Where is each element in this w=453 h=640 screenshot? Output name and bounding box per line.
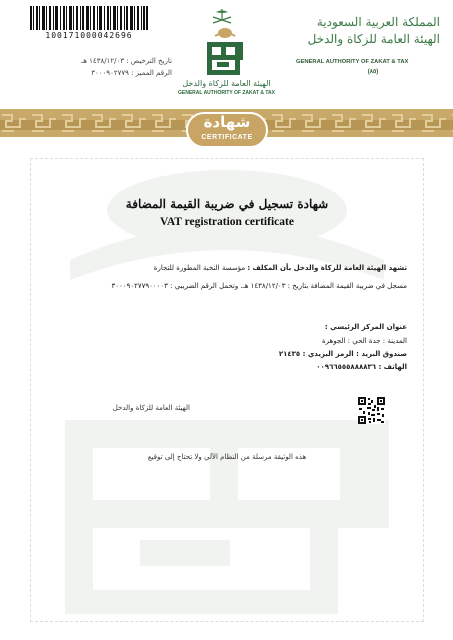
right-header-ar	[300, 14, 440, 48]
license-date: تاريخ الترخيص : ١٤٣٨/١٢/٠٣ هـ	[81, 57, 172, 65]
center-authority-name-ar: الهيئة العامة للزكاة والدخل	[182, 79, 271, 88]
registered-line: مسجل في ضريبة القيمة المضافة بتاريخ : ١٤٣٨/١٢/٠٣ هـ. وتحمل الرقم الضريبي : ٣٠٠٠٩٠٢٧٧٩٠٠٠٠٣	[111, 282, 407, 290]
authority-name-ar: الهيئة العامة للزكاة والدخل	[307, 32, 440, 46]
registration-info	[32, 55, 172, 79]
barcode	[30, 6, 148, 40]
barcode-icon	[30, 6, 148, 30]
address-heading: عنوان المركز الرئيسي :	[324, 323, 407, 331]
pobox-line: صندوق البريد : الرمز البريدي : ٢١٤٣٥	[278, 350, 407, 358]
issuing-authority: الهيئة العامة للزكاة والدخل	[112, 404, 190, 412]
right-authority-name-en: GENERAL AUTHORITY OF ZAKAT & TAX	[296, 59, 409, 65]
watermark-logo	[30, 170, 424, 620]
city-line: المدينة : جدة الحي : الجوهرة	[322, 337, 407, 345]
automated-note: هذه الوثيقة مرسلة من النظام الآلي ولا تحتاج إلى توقيع	[147, 453, 307, 461]
taxpayer-name: مؤسسة النخبة المطورة للتجارة	[153, 264, 246, 272]
qr-code-icon	[358, 397, 385, 424]
saudi-emblem-icon	[207, 8, 237, 26]
certify-label: تشهد الهيئة العامة للزكاة والدخل بأن المكلف :	[247, 264, 407, 272]
phone-line: الهاتف : ٠٠٩٦٦٥٥٥٨٨٨٨٣٦	[316, 363, 407, 371]
certify-line	[47, 264, 407, 272]
authority-number: (٨٥)	[367, 69, 379, 75]
center-authority-name-en: GENERAL AUTHORITY OF ZAKAT & TAX	[178, 90, 275, 96]
certificate-badge-en: CERTIFICATE	[201, 134, 253, 141]
zakat-logo-icon	[201, 26, 249, 78]
barcode-number: 100171000042696	[45, 31, 133, 40]
certificate-title-en: VAT registration certificate	[160, 216, 294, 228]
kingdom-name: المملكة العربية السعودية	[316, 15, 440, 29]
certificate-title-ar: شهادة تسجيل في ضريبة القيمة المضافة	[125, 197, 329, 211]
distinctive-number: الرقم المميز : ٣٠٠٠٩٠٢٧٧٩	[91, 69, 172, 77]
certificate-badge-ar: شهادة	[203, 113, 251, 131]
